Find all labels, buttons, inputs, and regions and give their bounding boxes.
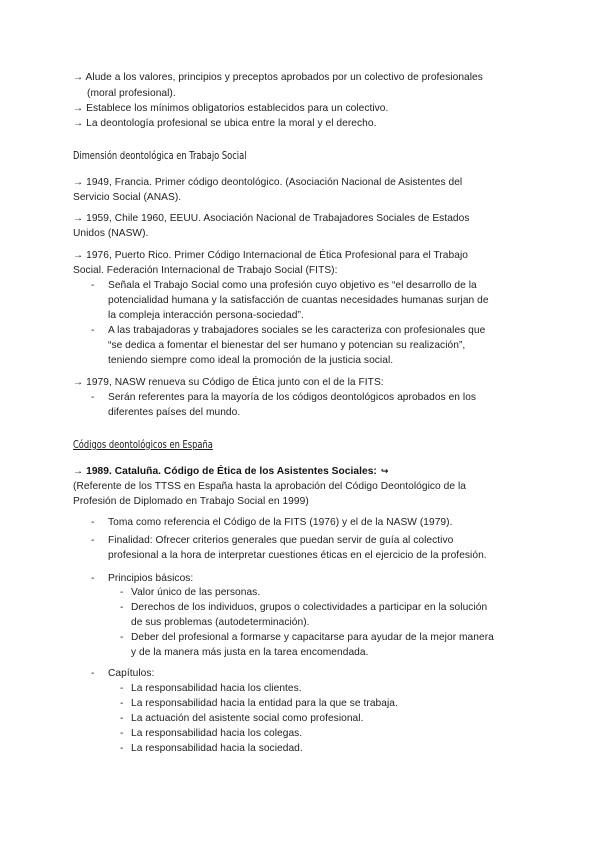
event-1979: → 1979, NASW renueva su Código de Ética junto con el de la FITS: (73, 377, 384, 388)
principle-duty: Deber del profesional a formarse y capacitarse para ayudar de la mejor manera (131, 632, 494, 643)
point-principles: Principios básicos: (108, 573, 194, 584)
chapter-society: La responsabilidad hacia la sociedad. (131, 743, 303, 754)
bullet-fits-objective-cont: potencialidad humana y la satisfacción de cuantas necesidades humanas surjan de (108, 295, 489, 306)
principle-value: Valor único de las personas. (131, 587, 261, 598)
sub-dash: - (120, 632, 124, 643)
catalonia-heading-text: → 1989. Cataluña. Código de Ética de los Asistentes Sociales: (73, 466, 377, 477)
section-title-dimension: Dimensión deontológica en Trabajo Social (73, 149, 247, 162)
bullet-workers-cont: “se dedica a fomentar el bienestar del ser humano y potencian su realización”, (108, 340, 466, 351)
bullet-fits-objective: Señala el Trabajo Social como una profesión cuyo objetivo es “el desarrollo de la (108, 280, 477, 291)
principle-duty-cont: y de la manera más justa en la tarea encomendada. (131, 647, 369, 658)
intro-item-minimums: → Establece los mínimos obligatorios establecidos para un colectivo. (73, 103, 389, 114)
reference-note: (Referente de los TTSS en España hasta la aprobación del Código Deontológico de la (73, 481, 466, 492)
catalonia-heading (73, 464, 388, 479)
sub-dash: - (120, 602, 124, 613)
bullet-fits-objective-cont2: la compleja interacción persona-sociedad”. (108, 310, 304, 321)
bullet-references: Serán referentes para la mayoría de los códigos deontológicos aprobados en los (108, 392, 477, 403)
event-1949-cont: Servicio Social (ANAS). (73, 192, 182, 203)
bullet-workers-cont2: teniendo siempre como ideal la promoción de la justicia social. (108, 355, 394, 366)
chapter-colleagues: La responsabilidad hacia los colegas. (131, 728, 303, 739)
intro-item-values: → Alude a los valores, principios y preceptos aprobados por un colectivo de profesionales (73, 72, 483, 83)
principle-rights-cont: de sus problemas (autodeterminación). (131, 617, 310, 628)
chapter-clients: La responsabilidad hacia los clientes. (131, 683, 302, 694)
sub-dash: - (120, 698, 124, 709)
bullet-workers: A las trabajadoras y trabajadores sociales se les caracteriza con profesionales que (108, 325, 486, 336)
bullet-dash: - (91, 325, 95, 336)
event-1976-cont: Social. Federación Internacional de Trabajo Social (FITS): (73, 265, 338, 276)
point-reference: Toma como referencia el Código de la FITS (1976) y el de la NASW (1979). (108, 517, 453, 528)
bullet-dash: - (91, 517, 95, 528)
event-1959-cont: Unidos (NASW). (73, 228, 149, 239)
bullet-references-cont: diferentes países del mundo. (108, 407, 241, 418)
bullet-dash: - (91, 280, 95, 291)
bullet-dash: - (91, 535, 95, 546)
bullet-dash: - (91, 668, 95, 679)
point-purpose-cont: profesional a la hora de interpretar cuestiones éticas en el ejercicio de la profesión. (108, 550, 487, 561)
chapter-professional: La actuación del asistente social como profesional. (131, 713, 364, 724)
point-chapters: Capítulos: (108, 668, 155, 679)
sub-dash: - (120, 683, 124, 694)
event-1959: → 1959, Chile 1960, EEUU. Asociación Nacional de Trabajadores Sociales de Estados (73, 213, 470, 224)
bullet-dash: - (91, 573, 95, 584)
sub-dash: - (120, 728, 124, 739)
reference-note-cont: Profesión de Diplomado en Trabajo Social en 1999) (73, 496, 309, 507)
intro-item-location: → La deontología profesional se ubica entre la moral y el derecho. (73, 118, 377, 129)
principle-rights: Derechos de los individuos, grupos o colectividades a participar en la solución (131, 602, 488, 613)
sub-dash: - (120, 587, 124, 598)
sub-dash: - (120, 743, 124, 754)
event-1976: → 1976, Puerto Rico. Primer Código Internacional de Ética Profesional para el Trabajo (73, 250, 468, 261)
return-arrow-icon: ↪ (380, 466, 389, 476)
section-title-spain: Códigos deontológicos en España (73, 438, 213, 451)
point-purpose: Finalidad: Ofrecer criterios generales que puedan servir de guía al colectivo (108, 535, 454, 546)
sub-dash: - (120, 713, 124, 724)
event-1949: → 1949, Francia. Primer código deontológico. (Asociación Nacional de Asistentes del (73, 177, 463, 188)
chapter-entity: La responsabilidad hacia la entidad para la que se trabaja. (131, 698, 398, 709)
bullet-dash: - (91, 392, 95, 403)
intro-item-values-cont: (moral profesional). (87, 88, 176, 99)
